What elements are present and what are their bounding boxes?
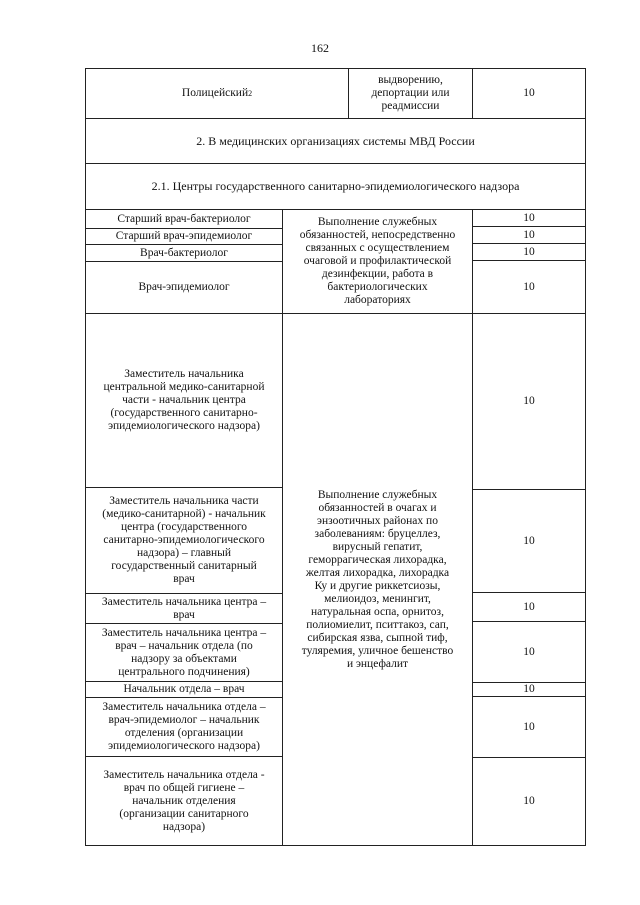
- table-cell-position: Старший врач-эпидемиолог: [115, 230, 253, 242]
- cell-text: Полицейский: [181, 87, 249, 99]
- table-cell-value: 10: [523, 395, 535, 407]
- table-cell-value: 10: [523, 600, 535, 613]
- table-cell-duties: выдворению, депортации или реадмиссии: [371, 74, 450, 112]
- table-line: [585, 68, 586, 846]
- table-cell-position: Врач-эпидемиолог: [138, 281, 230, 293]
- table-cell-value: 10: [523, 280, 535, 293]
- table-cell-position: Заместитель начальника отдела - врач по общей гигиене – начальник отделения (организации санитарного надзора): [103, 768, 265, 833]
- table-cell-position: Начальник отдела – врач: [123, 683, 245, 695]
- table-cell-value: 10: [523, 228, 535, 241]
- section-heading: 2. В медицинских организациях системы МВД России: [196, 133, 475, 148]
- page-number: 162: [311, 41, 329, 55]
- table-cell-duties: Выполнение служебных обязанностей, непосредственно связанных с осуществлением очаговой и профилактической дезинфекции, работа в бактериологических лабораториях: [299, 215, 456, 306]
- table-cell-value: 10: [523, 245, 535, 258]
- table-line: [85, 845, 586, 846]
- table-cell-value: 10: [523, 87, 535, 99]
- table-cell-position: Полицейский 2: [181, 87, 253, 99]
- table-cell-position: Старший врач-бактериолог: [117, 212, 251, 225]
- table-cell-value: 10: [523, 534, 535, 547]
- table-cell-value: 10: [523, 645, 535, 658]
- table-cell-position: Заместитель начальника части (медико-санитарной) - начальник центра (государственного санитарно-эпидемиологического надзора) – главный государственный санитарный врач: [102, 495, 266, 585]
- subsection-heading: 2.1. Центры государственного санитарно-эпидемиологического надзора: [151, 179, 520, 193]
- table-cell-value: 10: [523, 720, 535, 733]
- table-cell-position: Заместитель начальника отдела – врач-эпидемиолог – начальник отделения (организации эпидемиологического надзора): [102, 701, 266, 752]
- table-cell-position: Заместитель начальника центра – врач – начальник отдела (по надзору за объектами центрального подчинения): [101, 626, 267, 678]
- table-cell-duties: Выполнение служебных обязанностей в очагах и энзоотичных районах по заболеваниям: бруцеллез, вирусный гепатит, геморрагическая лихорадка, желтая лихорадка, лихорадка Ку и другие риккетсиозы, мелиоидоз, менингит, натуральная оспа, орнитоз, полиомиелит, пситтакоз, сап, сибирская язва, сыпной тиф, туляремия, уличное бешенство и энцефалит: [301, 489, 454, 670]
- table-cell-position: Заместитель начальника центральной медико-санитарной части - начальник центра (государственного санитарно- эпидемиологического надзора): [103, 368, 265, 432]
- table-cell-value: 10: [523, 795, 535, 807]
- table-cell-value: 10: [523, 683, 535, 695]
- table-cell-position: Врач-бактериолог: [140, 246, 228, 259]
- table-cell-position: Заместитель начальника центра – врач: [101, 595, 267, 621]
- table-cell-value: 10: [523, 211, 535, 224]
